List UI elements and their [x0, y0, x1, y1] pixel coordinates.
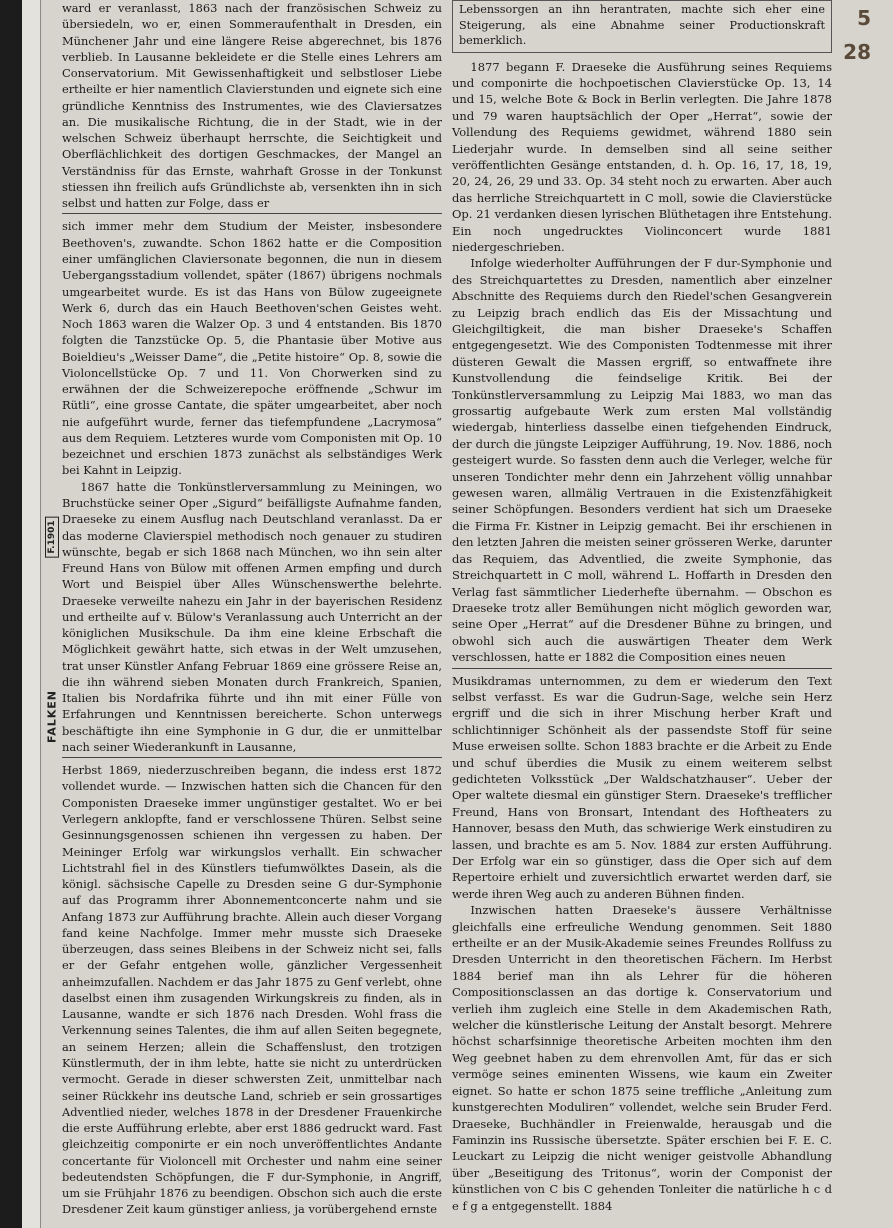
continuation-clip: [452, 0, 832, 53]
mount-strip: [22, 0, 59, 1228]
folio-number: 28: [843, 40, 871, 64]
right-paragraph-2: Infolge wiederholter Aufführungen der F dur-Symphonie und des Streichquartettes zu Dresden, namentlich aber einzelner Abschnitte des Requiems durch den Riedel'schen Gesangverein zu Leipzig brach endlich das Eis der Missachtung und Gleichgiltigkeit, die man bisher Draeseke's Schaffen entgegengesetzt. Wie des Componisten Todtenmesse mit ihrer düsteren Gewalt die Massen ergriff, so entwaffnete ihre Kunstvollendung die feindselige Kritik. Bei der Tonkünstlerversammlung zu Leipzig Mai 1883, wo man das grossartig aufgebaute Werk zum ersten Mal vollständig wiedergab, hinterliess dasselbe einen tiefgehenden Eindruck, der durch die jüngste Leipziger Aufführung, 19. Nov. 1886, noch gesteigert wurde. So fassten denn auch die Verleger, welche für unseren Tondichter mehr denn ein Jahrzehent völlig unnahbar gewesen waren, allmälig Vertrauen in die Existenzfähigkeit seiner Schöpfungen. Besonders verdient hat sich um Draeseke die Firma Fr. Kistner in Leipzig gemacht. Bei ihr erschienen in den letzten Jahren die meisten seiner grösseren Werke, darunter das Requiem, das Adventlied, die zweite Symphonie, das Streichquartett in C moll, während L. Hoffarth in Dresden den Verlag fast sämmtlicher Liederhefte übernahm. — Obschon es Draeseke trotz aller Bemühungen nicht möglich geworden war, seine Oper „Herrat“ auf die Dresdener Bühne zu bringen, und obwohl sich auch die auswärtigen Theater dem Werk verschlossen, hatte er 1882 die Composition eines neuen: [452, 256, 832, 665]
left-paragraph-3: 1867 hatte die Tonkünstlerversammlung zu Meiningen, wo Bruchstücke seiner Oper „Sigurd“ beifälligste Aufnahme fanden, Draeseke zu einem Ausflug nach Deutschland veranlasst. Da er das moderne Clavierspiel methodisch noch genauer zu studiren wünschte, begab er sich 1868 nach München, wo ihn sein alter Freund Hans von Bülow mit offenen Armen empfing und durch Wort und Beispiel über Alles Wünschenswerthe belehrte. Draeseke verweilte nahezu ein Jahr in der bayerischen Residenz und ertheilte auf v. Bülow's Veranlassung auch Unterricht an der königlichen Musikschule. Da ihm eine kleine Erbschaft die Möglichkeit gewährt hatte, sich etwas in der Welt umzusehen, trat unser Künstler Anfang Februar 1869 eine grössere Reise an, die ihn während sieben Monaten durch Frankreich, Spanien, Italien bis Nordafrika führte und ihn mit einer Fülle von Erfahrungen und Kenntnissen bereicherte. Schon unterwegs beschäftigte ihn eine Symphonie in G dur, die er unmittelbar nach seiner Wiederankunft in Lausanne,: [62, 479, 442, 754]
page-number: 5: [857, 6, 871, 30]
binding-edge: [0, 0, 22, 1228]
right-column: [452, 0, 832, 1214]
column-rule: [62, 757, 442, 758]
side-brand: FALKEN: [45, 689, 59, 744]
right-paragraph-0: Lebenssorgen an ihn herantraten, machte sich eher eine Steigerung, als eine Abnahme seiner Productionskraft bemerklich.: [459, 3, 825, 47]
right-paragraph-3: Musikdramas unternommen, zu dem er wiederum den Text selbst verfasst. Es war die Gudrun-Sage, welche sein Herz ergriff und die sich in ihrer Mischung herber Kraft und schlichtinniger Schönheit als der passendste Stoff für seine Muse erweisen sollte. Schon 1883 brachte er die Arbeit zu Ende und schuf überdies die Musik zu einem weiterem selbst gedichteten Volksstück „Der Waldschatzhauser“. Ueber der Oper waltete diesmal ein günstiger Stern. Draeseke's trefflicher Freund, Hans von Bronsart, Intendant des Hoftheaters zu Hannover, besass den Muth, das schwierige Werk einstudiren zu lassen, und brachte es am 5. Nov. 1884 zur ersten Aufführung. Der Erfolg war ein so günstiger, dass die Oper sich auf dem Repertoire erhielt und zuversichtlich erwartet werden darf, sie werde ihren Weg auch zu anderen Bühnen finden.: [452, 673, 832, 901]
side-mark: F.1901: [45, 516, 59, 557]
left-paragraph-4: Herbst 1869, niederzuschreiben begann, die indess erst 1872 vollendet wurde. — Inzwischen hatten sich die Chancen für den Componisten Draeseke immer ungünstiger gestaltet. Wo er bei Verlegern anklopfte, fand er verschlossene Thüren. Selbst seine Gesinnungsgenossen schienen ihn vergessen zu haben. Der Meininger Erfolg war wirkungslos verhallt. Ein schwacher Lichtstrahl fiel in des Künstlers tiefumwölktes Dasein, als die königl. sächsische Capelle zu Dresden seine G dur-Symphonie auf das Programm ihrer Abonnementconcerte nahm und sie Anfang 1873 zur Aufführung brachte. Allein auch dieser Vorgang fand keine Nachfolge. Immer mehr musste sich Draeseke überzeugen, dass seines Bleibens in der Schweiz nicht sei, falls er der Gefahr entgehen wolle, gänzlicher Vergessenheit anheimzufallen. Nachdem er das Jahr 1875 zu Genf verlebt, ohne daselbst einen ihm zusagenden Wirkungskreis zu finden, als in Lausanne, wandte er sich 1876 nach Dresden. Wohl frass die Verkennung seines Talentes, die ihm auf allen Seiten begegnete, an seinem Herzen; allein die Schaffenslust, den trotzigen Künstlermuth, der in ihm lebte, hatte sie nicht zu unterdrücken vermocht. Gerade in dieser schwersten Zeit, unmittelbar nach seiner Rückkehr ins deutsche Land, schrieb er sein grossartiges Adventlied nieder, welches 1878 in der Dresdener Frauenkirche die erste Aufführung erlebte, aber erst 1886 gedruckt ward. Fast gleichzeitig componirte er ein noch unveröffentlichtes Andante concertante für Violoncell mit Orchester und nahm eine seiner bedeutendsten Schöpfungen, die F dur-Symphonie, in Angriff, um sie Frühjahr 1876 zu beendigen. Obschon sich auch die erste Dresdener Zeit kaum günstiger anliess, ja vorübergehend ernste: [62, 763, 442, 1217]
left-paragraph-2: sich immer mehr dem Studium der Meister, insbesondere Beethoven's, zuwandte. Schon 1862 hatte er die Composition einer umfänglichen Claviersonate begonnen, die nun in diesem Uebergangsstadium vollendet, später (1867) übrigens nochmals umgearbeitet wurde. Es ist das Hans von Bülow zugeeignete Werk 6, durch das ein Hauch Beethoven'schen Geistes weht. Noch 1863 waren die Walzer Op. 3 und 4 entstanden. Bis 1870 folgten die Tanzstücke Op. 5, die Phantasie über Motive aus Boieldieu's „Weisser Dame“, die „Petite histoire“ Op. 8, sowie die Violoncellstücke Op. 7 und 11. Von Chorwerken sind zu erwähnen der die Schweizerepoche eröffnende „Schwur im Rütli“, eine grosse Cantate, die später umgearbeitet, aber noch nie aufgeführt wurde, ferner das tiefempfundene „Lacrymosa“ aus dem Requiem. Letzteres wurde vom Componisten mit Op. 10 bezeichnet und erschien 1873 zunächst als selbständiges Werk bei Kahnt in Leipzig.: [62, 219, 442, 478]
right-paragraph-1: 1877 begann F. Draeseke die Ausführung seines Requiems und componirte die hochpoetischen Clavierstücke Op. 13, 14 und 15, welche Bote & Bock in Berlin verlegten. Die Jahre 1878 und 79 waren hauptsächlich der Oper „Herrat“, sowie der Vollendung des Requiems gewidmet, während 1880 sein Liederjahr wurde. In demselben sind all seine seither veröffentlichten Gesänge entstanden, d. h. Op. 16, 17, 18, 19, 20, 24, 26, 29 und 33. Op. 34 steht noch zu erwarten. Aber auch das herrliche Streichquartett in C moll, sowie die Clavierstücke Op. 21 verdanken diesen lyrischen Blüthetagen ihre Entstehung. Ein noch ungedrucktes Violinconcert wurde 1881 niedergeschrieben.: [452, 59, 832, 254]
right-paragraph-4: Inzwischen hatten Draeseke's äussere Verhältnisse gleichfalls eine erfreuliche Wendung genommen. Seit 1880 ertheilte er an der Musik-Akademie seines Freundes Rollfuss zu Dresden Unterricht in den theoretischen Fächern. Im Herbst 1884 berief man ihn als Lehrer für die höheren Compositionsclassen an das dortige k. Conservatorium und verlieh ihm zugleich eine Stelle in dem Akademischen Rath, welcher die künstlerische Leitung der Anstalt besorgt. Mehrere höchst scharfsinnige theoretische Arbeiten mochten ihm den Weg geebnet haben zu dem ehrenvollen Amt, für das er sich vermöge seines eminenten Wissens, wie kaum ein Zweiter eignet. So hatte er schon 1875 seine treffliche „Anleitung zum kunstgerechten Moduliren“ vollendet, welche sein Bruder Ferd. Draeseke, Buchhändler in Freienwalde, herausgab und die Faminzin ins Russische übersetzte. Später erschien bei F. E. C. Leuckart zu Leipzig die nicht weniger geistvolle Abhandlung über „Beseitigung des Tritonus“, worin der Componist der künstlichen von C bis C gehenden Tonleiter die natürliche h c d e f g a entgegenstellt. 1884: [452, 903, 832, 1213]
left-column: [62, 0, 442, 1218]
left-paragraph-1: ward er veranlasst, 1863 nach der französischen Schweiz zu übersiedeln, wo er, einen Sommeraufenthalt in Dresden, ein Münchener Jahr und eine längere Reise abgerechnet, bis 1876 verblieb. In Lausanne bekleidete er die Stelle eines Lehrers am Conservatorium. Mit Gewissenhaftigkeit und selbstloser Liebe ertheilte er hier namentlich Clavierstunden und eignete sich eine gründliche Kenntniss des Instrumentes, wie des Claviersatzes an. Die musikalische Richtung, die in der Stadt, wie in der welschen Schweiz überhaupt herrschte, die Seichtigkeit und Oberflächlichkeit des dortigen Geschmackes, der Mangel an Verständniss für das Ernste, wahrhaft Grosse in der Tonkunst stiessen ihn freilich aufs Gründlichste ab, versenkten ihn in sich selbst und hatten zur Folge, dass er: [62, 1, 442, 211]
column-rule: [452, 668, 832, 669]
column-rule: [62, 213, 442, 214]
